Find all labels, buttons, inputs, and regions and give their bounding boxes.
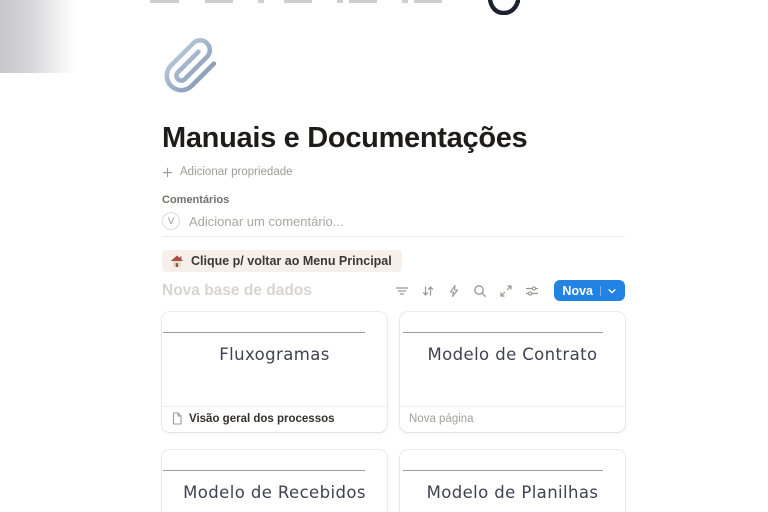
- cover-text: Fluxogramas: [219, 344, 330, 364]
- search-icon[interactable]: [473, 284, 487, 298]
- card-cover: [400, 450, 625, 512]
- cover-text: Modelo de Recebidos: [183, 482, 366, 502]
- gallery-card-modelo-contrato[interactable]: [400, 312, 625, 432]
- back-to-menu-button[interactable]: [162, 250, 402, 272]
- card-footer: [162, 407, 387, 431]
- paperclip-icon[interactable]: [162, 37, 220, 95]
- add-property-label: Adicionar propriedade: [180, 166, 293, 178]
- card-cover: [162, 312, 387, 407]
- gallery-card-fluxogramas[interactable]: [162, 312, 387, 432]
- card-title: Visão geral dos processos: [189, 412, 335, 425]
- cover-divider: [403, 332, 603, 333]
- gallery-view: [162, 312, 625, 512]
- card-cover: [400, 312, 625, 407]
- page-title[interactable]: Manuais e Documentações: [162, 122, 528, 154]
- back-to-menu-label: Clique p/ voltar ao Menu Principal: [191, 254, 392, 268]
- new-page-label: Nova: [562, 283, 593, 298]
- cover-text: Modelo de Contrato: [427, 344, 598, 364]
- house-icon: [170, 255, 184, 268]
- plus-icon: [162, 167, 173, 178]
- new-page-button[interactable]: [554, 280, 625, 301]
- collection-header: [162, 280, 625, 302]
- chevron-down-icon: [607, 286, 617, 296]
- card-footer: [400, 407, 625, 431]
- cover-divider: [163, 332, 365, 333]
- comment-input-row[interactable]: [162, 212, 625, 230]
- filter-icon[interactable]: [395, 284, 409, 298]
- comments-label: Comentários: [162, 194, 230, 206]
- corner-gradient: [0, 0, 76, 73]
- divider: [162, 236, 625, 237]
- new-page-dropdown[interactable]: [600, 286, 617, 296]
- collection-title-placeholder[interactable]: Nova base de dados: [162, 281, 312, 299]
- page-icon: [171, 412, 183, 425]
- comment-input[interactable]: Adicionar um comentário...: [189, 213, 344, 229]
- cover-text: Modelo de Planilhas: [426, 482, 599, 502]
- expand-icon[interactable]: [499, 284, 513, 298]
- avatar: V: [162, 212, 180, 230]
- collection-toolbar: [395, 280, 625, 301]
- zap-icon[interactable]: [447, 284, 461, 298]
- gallery-card-modelo-planilhas[interactable]: [400, 450, 625, 512]
- sort-icon[interactable]: [421, 284, 435, 298]
- settings-icon[interactable]: [525, 284, 539, 298]
- card-title-placeholder: Nova página: [409, 412, 474, 425]
- card-cover: [162, 450, 387, 512]
- cover-divider: [403, 470, 603, 471]
- gallery-card-modelo-recebidos[interactable]: [162, 450, 387, 512]
- cover-divider: [163, 470, 365, 471]
- add-property-button[interactable]: [162, 166, 293, 178]
